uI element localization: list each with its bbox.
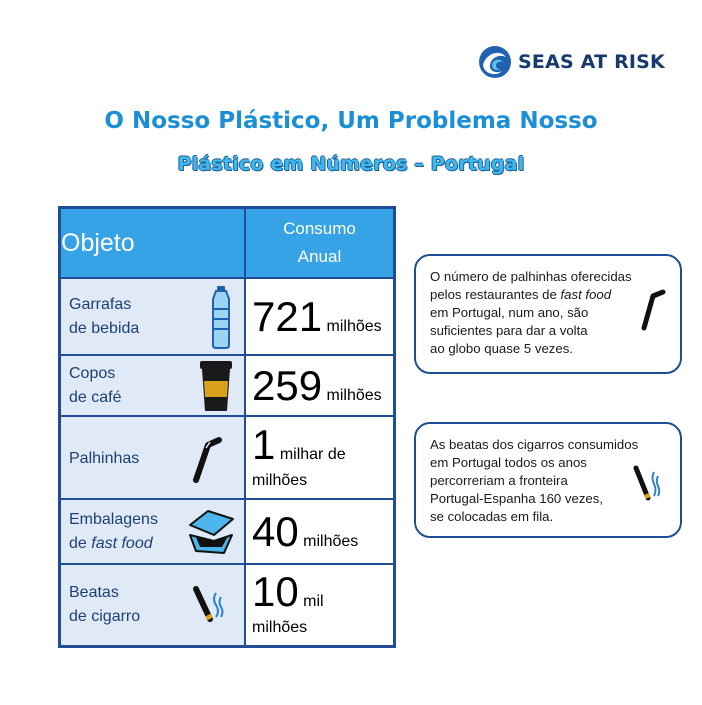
fact-line: em Portugal, num ano, são	[430, 305, 589, 320]
fact-line: suficientes para dar a volta	[430, 323, 588, 338]
water-bottle-icon	[208, 285, 234, 349]
table-header-row	[60, 208, 395, 279]
value-unit-line2: milhões	[252, 618, 308, 636]
table-row	[60, 499, 395, 564]
object-label-line2-italic: fast food	[91, 534, 153, 552]
cigarette-icon	[192, 585, 226, 625]
value-number: 721	[252, 292, 323, 340]
coffee-cup-icon	[198, 359, 234, 413]
page-title: O Nosso Plástico, Um Problema Nosso	[104, 108, 598, 134]
straw-icon	[188, 433, 222, 483]
object-cell	[60, 499, 246, 564]
wave-swirl-logo-icon	[478, 45, 512, 79]
value-number: 10	[252, 567, 299, 615]
value-cell	[245, 564, 395, 646]
fact-line: em Portugal todos os anos	[430, 455, 587, 470]
object-label-line2: de café	[69, 388, 122, 406]
object-label-line1: Copos	[69, 364, 116, 382]
object-cell	[60, 355, 246, 416]
cigarette-icon	[632, 464, 662, 504]
object-label	[69, 362, 121, 410]
object-cell	[60, 278, 246, 355]
object-label-line1: Palhinhas	[69, 450, 140, 467]
fact-box-cigarettes	[414, 422, 682, 538]
fact-text	[430, 436, 638, 526]
object-label-line2-prefix: de	[69, 534, 92, 552]
object-label-line1: Beatas	[69, 583, 119, 601]
value-cell	[245, 278, 395, 355]
value-unit: mil	[303, 592, 324, 610]
value-unit-line2: milhões	[252, 471, 308, 489]
value-unit: milhões	[303, 532, 359, 550]
value-number: 40	[252, 507, 299, 555]
header-consumption	[245, 208, 395, 279]
straw-icon	[634, 286, 668, 332]
fact-box-straws	[414, 254, 682, 374]
object-label-line1: Garrafas	[69, 295, 132, 313]
table-row	[60, 416, 395, 499]
consumption-table	[58, 206, 396, 648]
food-container-icon	[186, 507, 236, 557]
object-label	[69, 447, 139, 471]
value-number: 1	[252, 420, 276, 468]
value-unit: milhões	[326, 317, 382, 335]
value-cell	[245, 355, 395, 416]
value-unit: milhar de	[279, 445, 346, 463]
object-label	[69, 508, 158, 556]
fact-line: percorreriam a fronteira	[430, 473, 568, 488]
brand-logo	[478, 44, 665, 80]
object-cell	[60, 564, 246, 646]
value-cell	[245, 499, 395, 564]
value-unit: milhões	[326, 386, 382, 404]
object-label	[69, 293, 139, 341]
fact-line-italic: fast food	[560, 287, 612, 302]
fact-line: pelos restaurantes de	[430, 287, 561, 302]
fact-line: As beatas dos cigarros consumidos	[430, 437, 639, 452]
object-label-line1: Embalagens	[69, 510, 158, 528]
page-subtitle: Plástico em Números – Portugal	[177, 153, 525, 175]
fact-line: Portugal-Espanha 160 vezes,	[430, 491, 604, 506]
fact-line: se colocadas em fila.	[430, 509, 554, 524]
object-cell	[60, 416, 246, 499]
table-row	[60, 278, 395, 355]
fact-text	[430, 268, 632, 358]
table-row	[60, 564, 395, 646]
brand-name: SEAS AT RISK	[518, 51, 665, 73]
value-cell	[245, 416, 395, 499]
object-label-line2: de cigarro	[69, 607, 141, 625]
fact-line: ao globo quase 5 vezes.	[430, 341, 573, 356]
header-consumption-line2: Anual	[297, 247, 342, 266]
object-label-line2: de bebida	[69, 319, 140, 337]
value-number: 259	[252, 361, 323, 409]
object-label	[69, 581, 140, 629]
header-consumption-line1: Consumo	[283, 219, 356, 238]
header-object: Objeto	[60, 208, 246, 279]
fact-line: O número de palhinhas oferecidas	[430, 269, 632, 284]
table-row	[60, 355, 395, 416]
